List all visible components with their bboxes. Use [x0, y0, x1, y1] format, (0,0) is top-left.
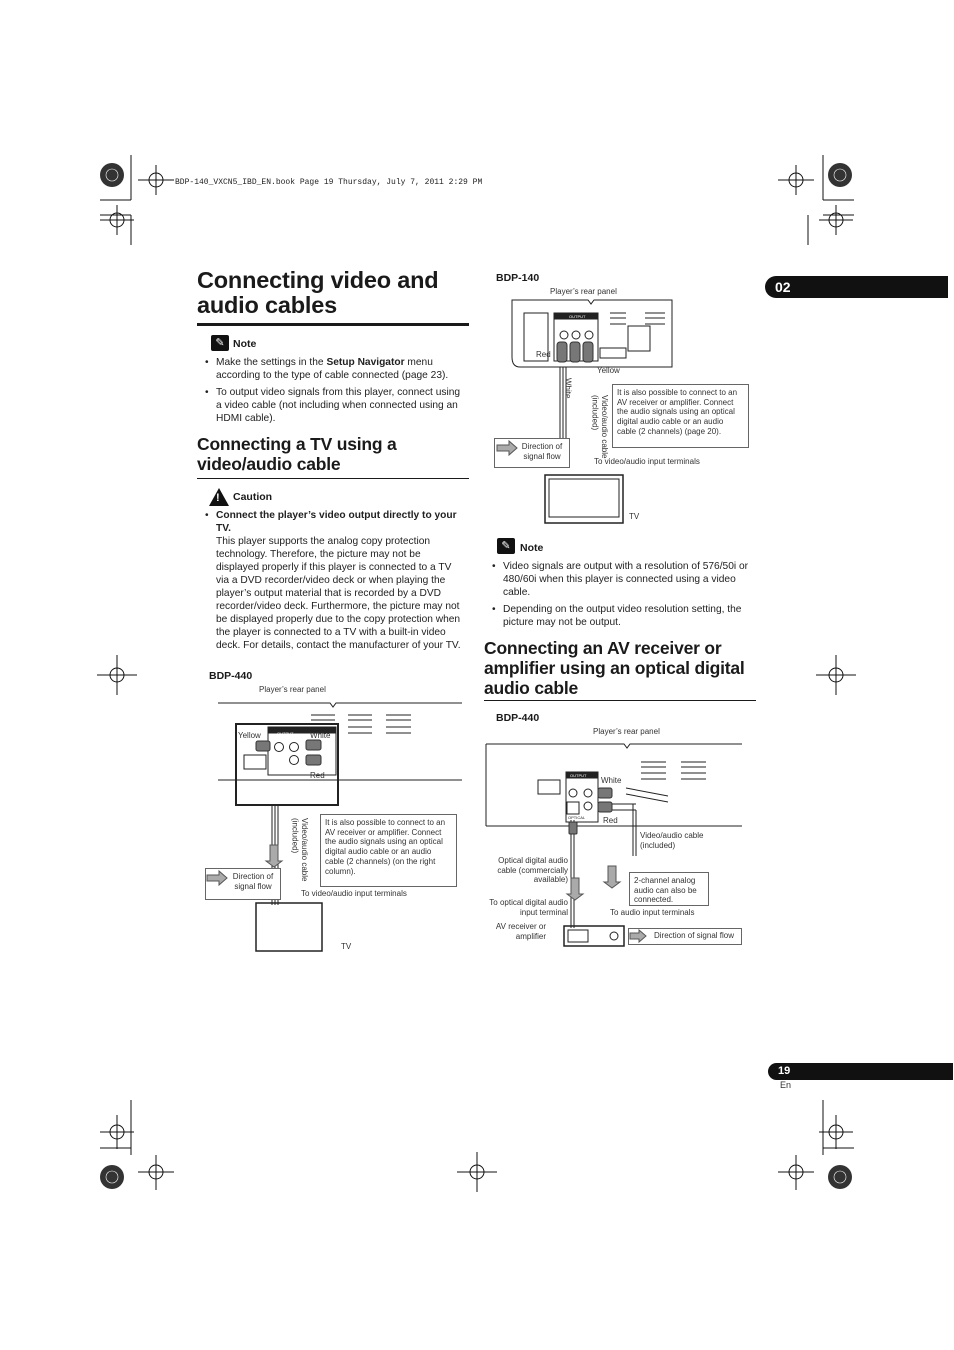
tv-label: TV: [629, 512, 640, 521]
analog-audio-callout: 2-channel analog audio can also be connected.: [629, 872, 709, 906]
note-item: • To output video signals from this player, connect using a video cable (not including when connected using an HDMI cable).: [199, 386, 465, 425]
output-label: OUTPUT: [277, 731, 294, 736]
output-label: OUTPUT: [570, 773, 587, 778]
white-label: White: [563, 378, 573, 399]
caution-heading: Connect the player’s video output directly to your TV.: [216, 510, 457, 534]
model-label-bdp140: BDP-140: [496, 272, 540, 284]
note-list: [199, 356, 465, 429]
caution-text: • Connect the player’s video output directly to your TV. This player supports the analog copy protection technology. Therefore, the picture may not be displayed properly if this player is connected to a TV via a DVD recorder/video deck or when playing the player’s output material that is recorded by a DVD recorder/video deck. Furthermore, the picture may not be displayed properly due to the copy protection when the player is connected to a TV with a built-in video deck. For details, contact the manufacturer of your TV.: [199, 509, 465, 652]
chapter-tab: 02: [765, 276, 948, 298]
title-rule: [197, 323, 469, 326]
rear-panel-label: Player’s rear panel: [550, 287, 617, 296]
to-optical-label: To optical digital audio input terminal: [489, 898, 568, 917]
va-cable-label: Video/audio cable (included): [640, 831, 704, 850]
signal-flow-label: Direction of signal flow: [232, 872, 274, 891]
note-label: Note: [233, 338, 257, 350]
section-rule: [197, 478, 469, 479]
signal-flow-label: Direction of signal flow: [653, 931, 735, 940]
note-item: • Make the settings in the Setup Navigator menu according to the type of cable connected (page 23).: [199, 356, 465, 382]
yellow-label: Yellow: [597, 366, 620, 375]
optical-cable-label: Optical digital audio cable (commercially available): [497, 856, 568, 884]
signal-flow-label: Direction of signal flow: [521, 442, 563, 461]
to-audio-label: To audio input terminals: [610, 908, 695, 917]
tv-label: TV: [341, 942, 352, 951]
flow-arrow-icon: [630, 930, 646, 942]
note-item: • Video signals are output with a resolution of 576/50i or 480/60i when this player is connected using a video cable.: [486, 560, 758, 599]
note-icon: ✎: [211, 335, 229, 351]
av-receiver-callout: It is also possible to connect to an AV receiver or amplifier. Connect the audio signals using an optical digital audio cable or an audio cable (2 channels) (on the right column).: [320, 814, 457, 887]
model-label-bdp440: BDP-440: [496, 712, 540, 724]
receiver-label: AV receiver or amplifier: [495, 922, 546, 941]
cable-label: Video/audio cable (included): [290, 818, 309, 882]
flow-arrow-icon: [207, 871, 227, 885]
av-receiver-callout: It is also possible to connect to an AV receiver or amplifier. Connect the audio signals using an optical digital audio cable or an audio cable (2 channels) (page 20).: [612, 384, 749, 448]
note-icon: ✎: [497, 538, 515, 554]
section-title-tv: Connecting a TV using a video/audio cable: [197, 434, 397, 474]
flow-arrow-icon: [497, 441, 517, 455]
yellow-label: Yellow: [238, 731, 261, 740]
caution-label: Caution: [233, 491, 273, 503]
page-title: Connecting video and audio cables: [197, 267, 439, 318]
rear-panel-label: Player’s rear panel: [593, 727, 660, 736]
page-number: 19: [768, 1063, 953, 1080]
caution-exclamation-icon: !: [216, 492, 220, 504]
red-label: Red: [310, 771, 325, 780]
optical-label: OPTICAL: [568, 815, 586, 820]
red-label: Red: [603, 816, 618, 825]
cable-label: Video/audio cable (included): [590, 395, 609, 459]
rear-panel-label: Player’s rear panel: [259, 685, 326, 694]
print-info: BDP-140_VXCN5_IBD_EN.book Page 19 Thursday, July 7, 2011 2:29 PM: [175, 178, 483, 187]
caution-body: This player supports the analog copy protection technology. Therefore, the picture may not be displayed properly if this player is connected to a TV via a DVD recorder/video deck or when playing the player’s output material that is recorded by a DVD recorder/video deck. Furthermore, the picture may not be displayed properly due to the copy protection when the player is connected to a TV with a built-in video deck. For details, contact the manufacturer of your TV.: [216, 536, 461, 651]
note-list: [486, 560, 758, 633]
note-item: • Depending on the output video resolution setting, the picture may not be output.: [486, 603, 758, 629]
note-label: Note: [520, 542, 544, 554]
section-rule: [484, 700, 756, 701]
section-title-av: Connecting an AV receiver or amplifier using an optical digital audio cable: [484, 638, 745, 698]
to-terminals-label: To video/audio input terminals: [594, 457, 700, 466]
model-label-bdp440: BDP-440: [209, 670, 253, 682]
page-language: En: [780, 1080, 792, 1090]
white-label: White: [310, 731, 331, 740]
white-label: White: [601, 776, 622, 785]
output-label: OUTPUT: [569, 314, 586, 319]
to-terminals-label: To video/audio input terminals: [301, 889, 407, 898]
red-label: Red: [536, 350, 551, 359]
